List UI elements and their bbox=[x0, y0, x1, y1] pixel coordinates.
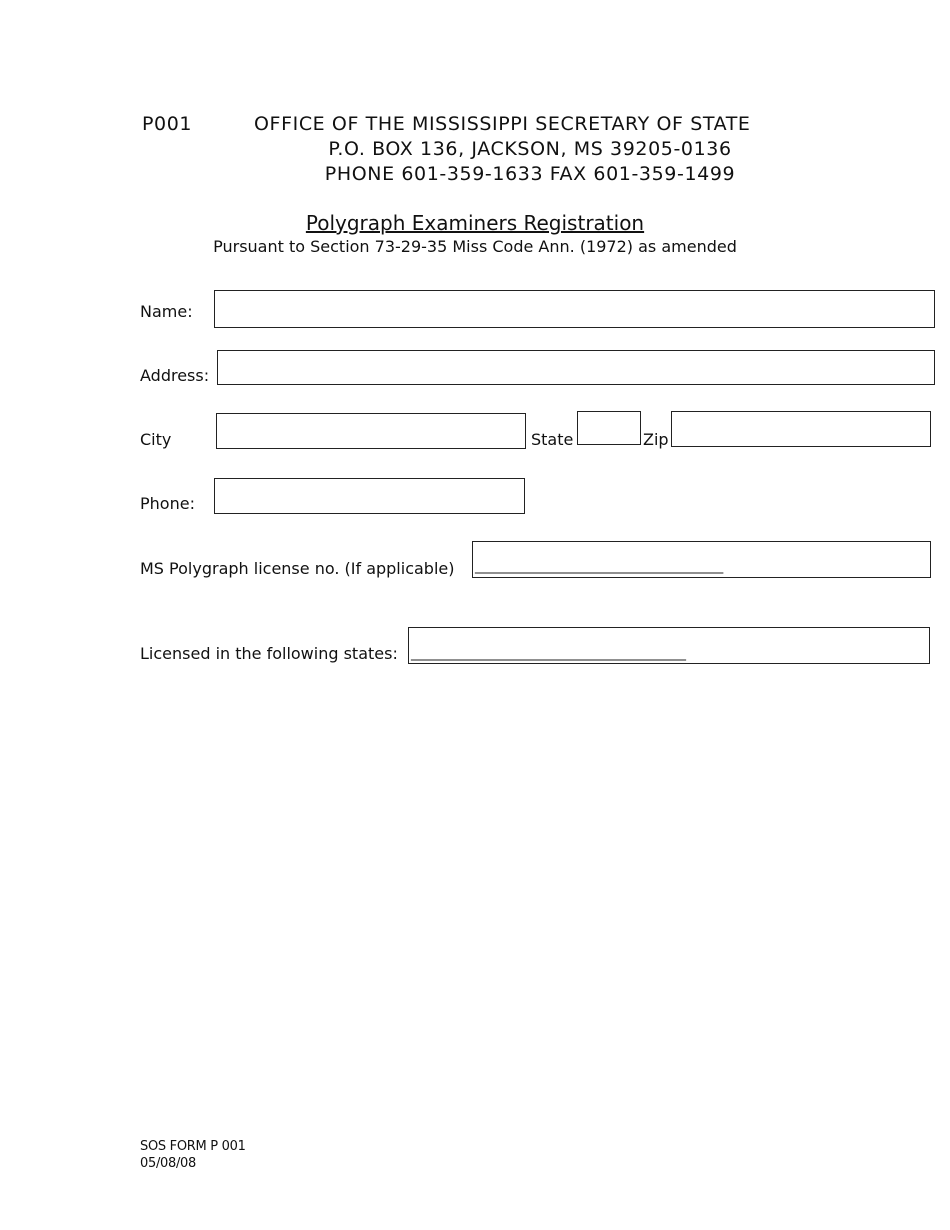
states-field-box bbox=[408, 627, 930, 664]
address-label: Address: bbox=[140, 366, 210, 385]
form-code: P001 bbox=[142, 113, 193, 135]
zip-label: Zip bbox=[643, 430, 669, 449]
footer-form-name: SOS FORM P 001 bbox=[140, 1139, 246, 1154]
office-phone-fax: PHONE 601-359-1633 FAX 601-359-1499 bbox=[324, 163, 736, 185]
office-address: P.O. BOX 136, JACKSON, MS 39205-0136 bbox=[328, 138, 732, 160]
state-input[interactable] bbox=[578, 412, 640, 444]
city-label: City bbox=[140, 430, 172, 449]
phone-field-box bbox=[214, 478, 525, 514]
phone-label: Phone: bbox=[140, 494, 195, 513]
state-label: State bbox=[531, 430, 574, 449]
city-field-box bbox=[216, 413, 526, 449]
states-input[interactable] bbox=[409, 628, 929, 663]
license-field-box bbox=[472, 541, 931, 578]
form-title: Polygraph Examiners Registration bbox=[305, 211, 645, 235]
license-label: MS Polygraph license no. (If applicable) bbox=[140, 559, 455, 578]
city-input[interactable] bbox=[217, 414, 525, 448]
office-title: OFFICE OF THE MISSISSIPPI SECRETARY OF STATE bbox=[254, 113, 751, 135]
form-subtitle: Pursuant to Section 73-29-35 Miss Code Ann. (1972) as amended bbox=[213, 237, 737, 256]
license-underline: _____________________________________ bbox=[475, 558, 723, 574]
name-field-box bbox=[214, 290, 935, 328]
state-field-box bbox=[577, 411, 641, 445]
states-label: Licensed in the following states: bbox=[140, 644, 398, 663]
address-input[interactable] bbox=[218, 351, 934, 384]
zip-input[interactable] bbox=[672, 412, 930, 446]
address-field-box bbox=[217, 350, 935, 385]
license-input[interactable] bbox=[473, 542, 930, 577]
footer-date: 05/08/08 bbox=[140, 1156, 196, 1171]
zip-field-box bbox=[671, 411, 931, 447]
states-underline: _________________________________________ bbox=[411, 645, 686, 661]
phone-input[interactable] bbox=[215, 479, 524, 513]
name-label: Name: bbox=[140, 302, 193, 321]
name-input[interactable] bbox=[215, 291, 934, 327]
